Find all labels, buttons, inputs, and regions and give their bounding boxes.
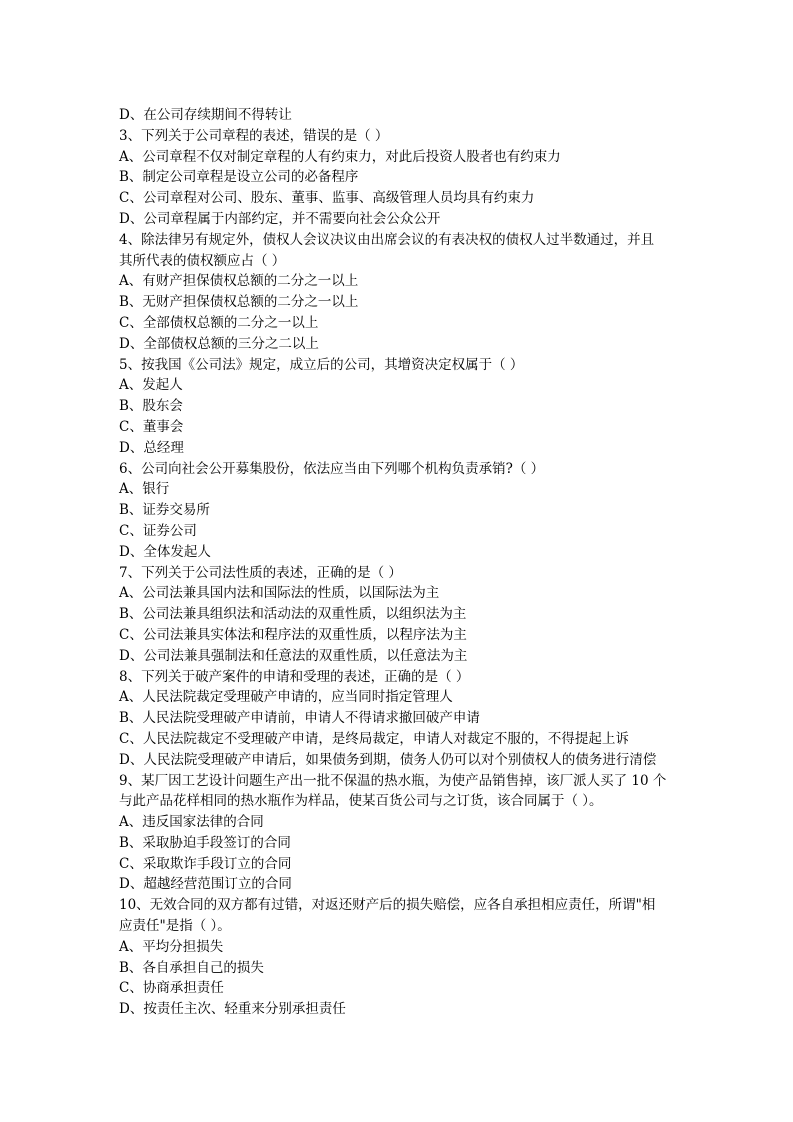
text-line: 9、某厂因工艺设计问题生产出一批不保温的热水瓶，为使产品销售掉，该厂派人买了 10 个 [119, 772, 667, 789]
text-line: 其所代表的债权额应占（ ） [119, 252, 286, 269]
text-line: D、在公司存续期间不得转让 [119, 107, 292, 123]
text-line: B、股东会 [119, 398, 183, 415]
text-line: D、人民法院受理破产申请后，如果债务到期，债务人仍可以对个别债权人的债务进行清偿 [119, 751, 657, 768]
text-line: D、超越经营范围订立的合同 [119, 876, 292, 893]
text-line: C、证券公司 [119, 522, 197, 539]
text-line: C、全部债权总额的二分之一以上 [119, 314, 319, 331]
text-line: B、采取胁迫手段签订的合同 [119, 834, 291, 851]
text-line: B、无财产担保债权总额的二分之一以上 [119, 294, 359, 311]
text-line: 6、公司向社会公开募集股份，依法应当由下列哪个机构负责承销?（ ） [119, 460, 545, 477]
text-line: C、公司法兼具实体法和程序法的双重性质，以程序法为主 [119, 626, 467, 643]
text-line: D、按责任主次、轻重来分别承担责任 [119, 1001, 346, 1018]
text-line: B、公司法兼具组织法和活动法的双重性质，以组织法为主 [119, 606, 467, 623]
text-line: A、有财产担保债权总额的二分之一以上 [119, 273, 359, 290]
text-line: 4、除法律另有规定外，债权人会议决议由出席会议的有表决权的债权人过半数通过，并且 [119, 231, 655, 248]
text-line: D、公司法兼具强制法和任意法的双重性质，以任意法为主 [119, 647, 468, 664]
text-line: D、公司章程属于内部约定，并不需要向社会公众公开 [119, 210, 441, 227]
text-line: B、制定公司章程是设立公司的必备程序 [119, 169, 359, 186]
text-line: D、全体发起人 [119, 543, 211, 560]
text-line: B、证券交易所 [119, 502, 210, 519]
text-line: C、协商承担责任 [119, 980, 224, 997]
text-line: B、各自承担自己的损失 [119, 959, 264, 976]
text-line: C、董事会 [119, 418, 184, 435]
text-line: A、违反国家法律的合同 [119, 814, 264, 831]
text-line: 10、无效合同的双方都有过错，对返还财产后的损失赔偿，应各自承担相应责任，所谓"相 [119, 897, 656, 914]
text-line: A、人民法院裁定受理破产申请的，应当同时指定管理人 [119, 689, 453, 706]
text-line: A、平均分担损失 [119, 938, 224, 955]
text-line: D、总经理 [119, 439, 184, 456]
text-line: B、人民法院受理破产申请前，申请人不得请求撤回破产申请 [119, 710, 480, 727]
text-line: 5、按我国《公司法》规定，成立后的公司，其增资决定权属于（ ） [119, 356, 524, 373]
text-line: C、人民法院裁定不受理破产申请，是终局裁定，申请人对裁定不服的，不得提起上诉 [119, 730, 629, 747]
text-line: 应责任"是指（ ）。 [119, 918, 231, 935]
text-line: A、发起人 [119, 377, 183, 394]
text-line: 8、下列关于破产案件的申请和受理的表述，正确的是（ ） [119, 668, 470, 685]
text-line: 3、下列关于公司章程的表述，错误的是（ ） [119, 127, 389, 144]
text-line: C、公司章程对公司、股东、董事、监事、高级管理人员均具有约束力 [119, 190, 535, 207]
text-line: C、采取欺诈手段订立的合同 [119, 855, 292, 872]
text-line: D、全部债权总额的三分之二以上 [119, 335, 319, 352]
text-line: A、公司章程不仅对制定章程的人有约束力，对此后投资人股者也有约束力 [119, 148, 561, 165]
text-line: 7、下列关于公司法性质的表述，正确的是（ ） [119, 564, 402, 581]
text-line: A、公司法兼具国内法和国际法的性质，以国际法为主 [119, 585, 440, 602]
text-line: 与此产品花样相同的热水瓶作为样品，使某百货公司与之订货，该合同属于（ ）。 [119, 793, 603, 810]
text-line: A、银行 [119, 481, 170, 498]
document-body [119, 105, 679, 1020]
